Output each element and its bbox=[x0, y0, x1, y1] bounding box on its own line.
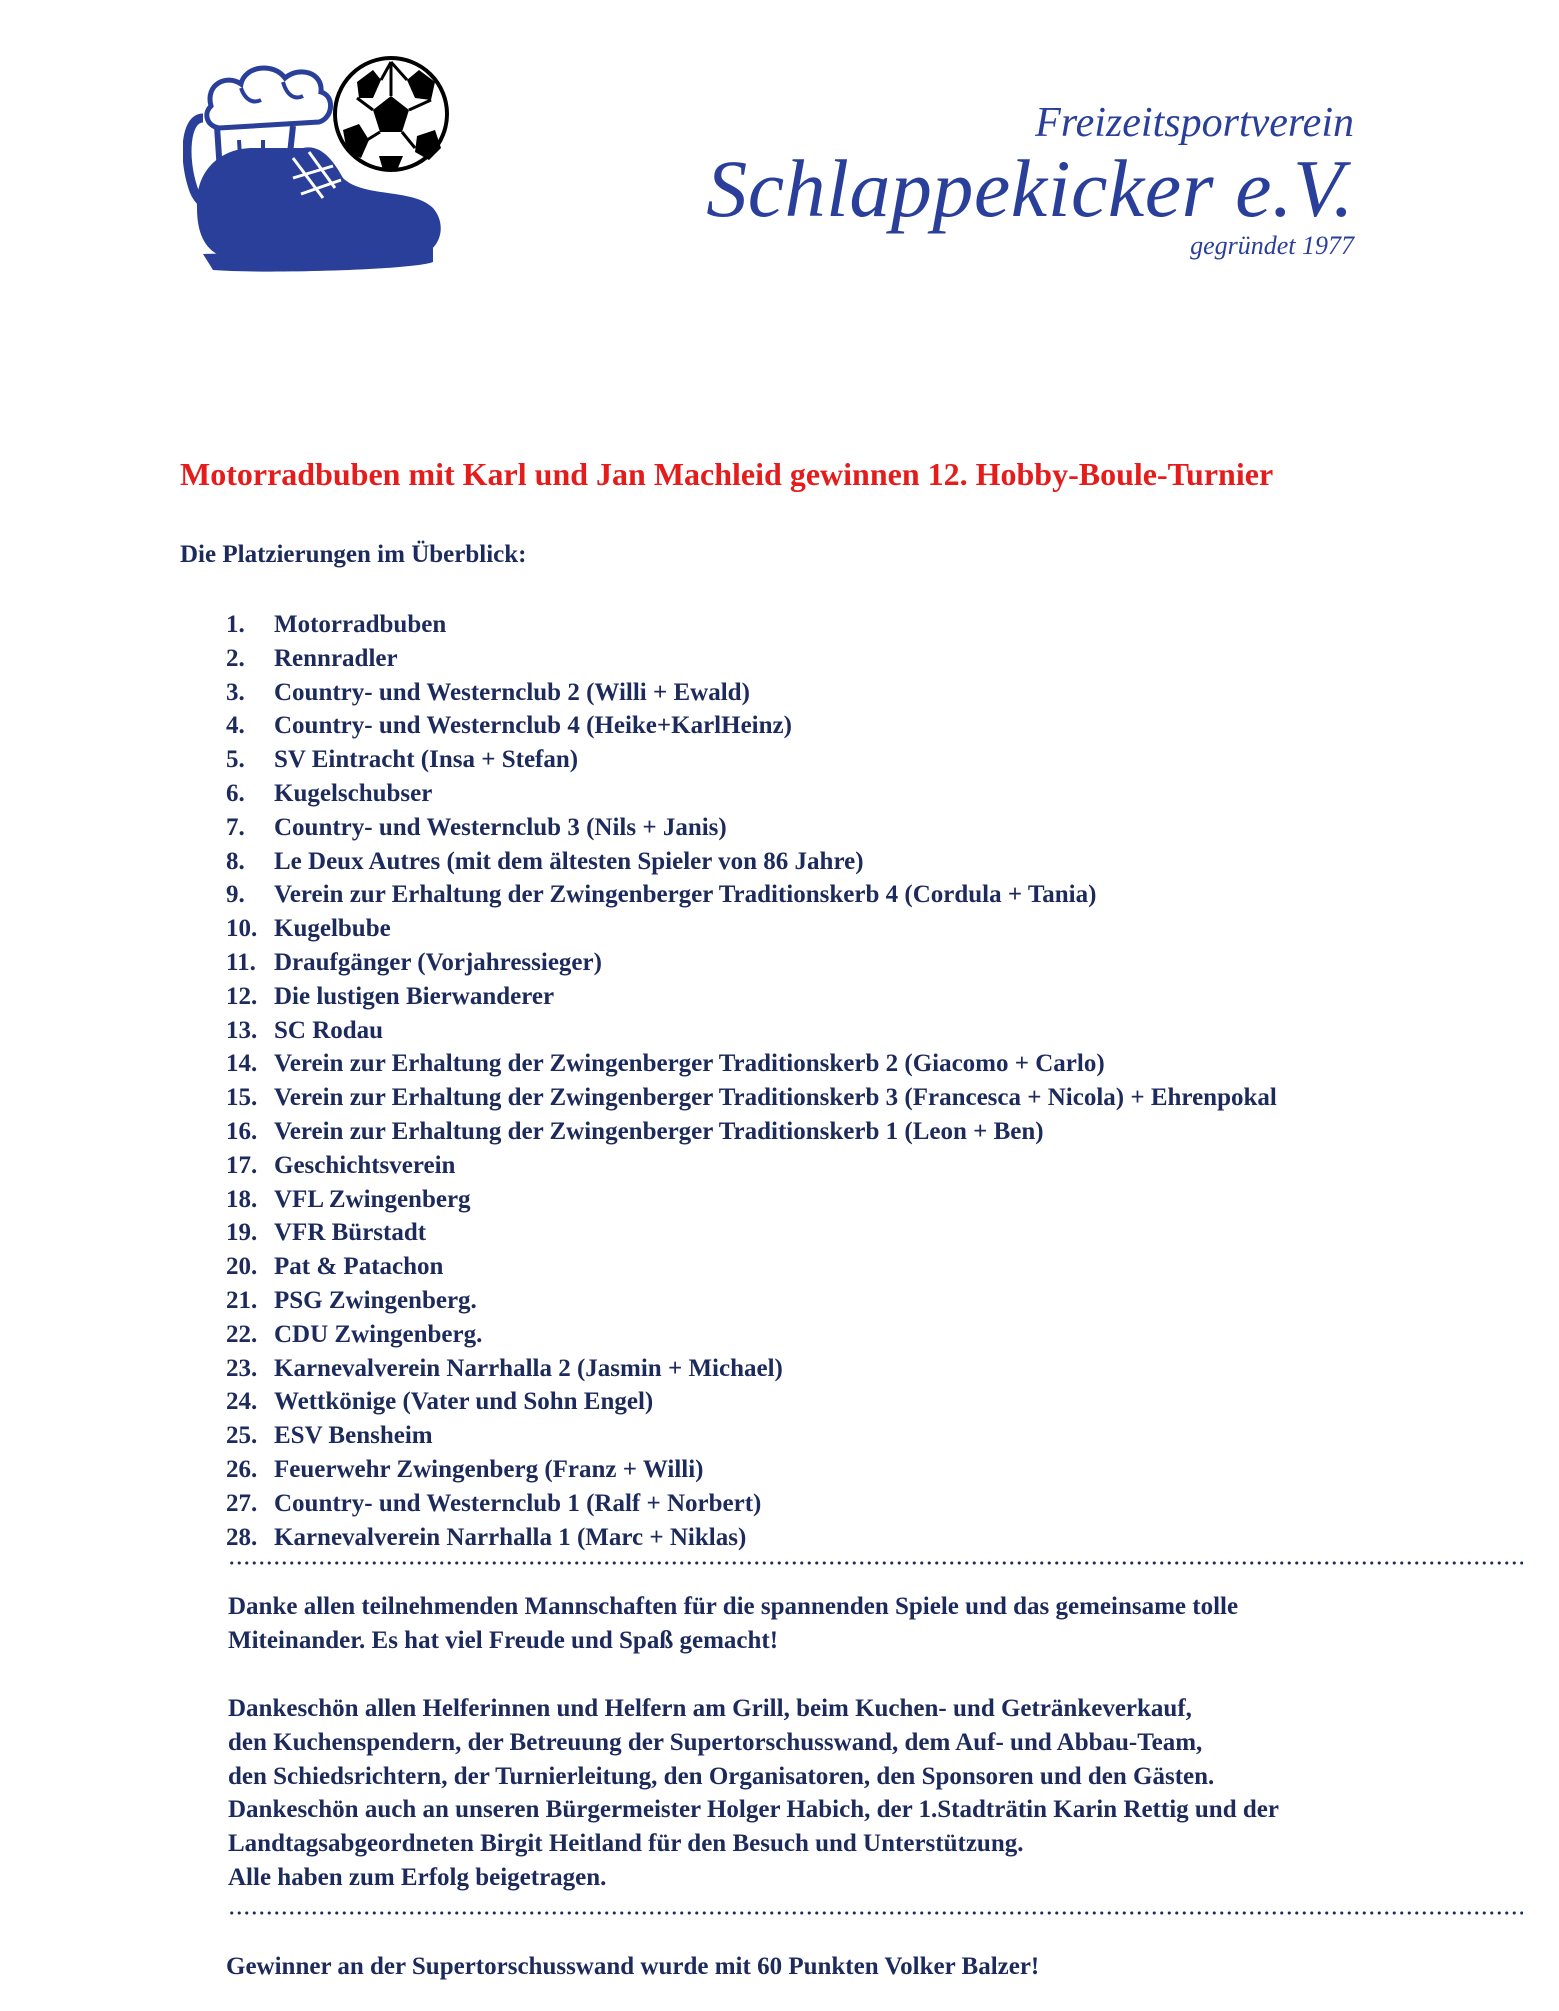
placement-team: Verein zur Erhaltung der Zwingenberger Traditionskerb 4 (Cordula + Tania) bbox=[274, 881, 1097, 909]
placement-item bbox=[226, 1487, 1277, 1521]
placement-team: Karnevalverein Narrhalla 2 (Jasmin + Michael) bbox=[274, 1354, 783, 1382]
placement-rank: 27. bbox=[226, 1489, 258, 1517]
paragraph-line: Danke allen teilnehmenden Mannschaften für die spannenden Spiele und das gemeinsame tolle bbox=[228, 1593, 1239, 1620]
overview-title: Die Platzierungen im Überblick: bbox=[180, 541, 527, 568]
paragraph-line: Miteinander. Es hat viel Freude und Spaß gemacht! bbox=[228, 1626, 779, 1654]
placement-team: Kugelschubser bbox=[274, 779, 433, 807]
placement-item bbox=[226, 1385, 1277, 1419]
placement-item bbox=[226, 1014, 1277, 1048]
placement-item bbox=[226, 1284, 1277, 1318]
winner-statement: Gewinner an der Supertorschusswand wurde mit 60 Punkten Volker Balzer! bbox=[226, 1953, 1040, 1980]
placement-item bbox=[226, 1419, 1277, 1453]
placement-rank: 19. bbox=[226, 1219, 258, 1247]
placement-item bbox=[226, 878, 1277, 912]
placement-team: Karnevalverein Narrhalla 1 (Marc + Niklas) bbox=[274, 1523, 747, 1551]
placement-item bbox=[226, 1081, 1277, 1115]
placement-team: Draufgänger (Vorjahressieger) bbox=[274, 948, 602, 976]
placement-item bbox=[226, 777, 1277, 811]
placement-item bbox=[226, 946, 1277, 980]
placement-team: VFL Zwingenberg bbox=[274, 1185, 471, 1213]
placement-rank: 13. bbox=[226, 1016, 258, 1044]
placement-rank: 6. bbox=[226, 779, 245, 807]
placement-rank: 21. bbox=[226, 1286, 258, 1314]
placement-team: Verein zur Erhaltung der Zwingenberger Traditionskerb 2 (Giacomo + Carlo) bbox=[274, 1050, 1105, 1078]
placement-rank: 3. bbox=[226, 678, 245, 706]
placement-rank: 26. bbox=[226, 1455, 258, 1483]
placement-item bbox=[226, 1521, 1277, 1555]
placement-item bbox=[226, 1115, 1277, 1149]
placement-rank: 11. bbox=[226, 948, 256, 976]
placement-rank: 7. bbox=[226, 813, 245, 841]
placement-rank: 25. bbox=[226, 1422, 258, 1450]
placement-team: Country- und Westernclub 4 (Heike+KarlHeinz) bbox=[274, 712, 792, 740]
placement-team: Le Deux Autres (mit dem ältesten Spieler von 86 Jahre) bbox=[274, 847, 864, 875]
placement-item bbox=[226, 676, 1277, 710]
placement-rank: 20. bbox=[226, 1253, 258, 1281]
placement-item bbox=[226, 912, 1277, 946]
placement-item bbox=[226, 1318, 1277, 1352]
placement-team: CDU Zwingenberg. bbox=[274, 1320, 483, 1348]
placement-rank: 23. bbox=[226, 1354, 258, 1382]
placement-rank: 22. bbox=[226, 1320, 258, 1348]
paragraph-line: Alle haben zum Erfolg beigetragen. bbox=[228, 1863, 607, 1891]
placement-team: SV Eintracht (Insa + Stefan) bbox=[274, 746, 579, 774]
club-logo-icon bbox=[183, 48, 463, 284]
placement-rank: 10. bbox=[226, 915, 258, 943]
placement-rank: 17. bbox=[226, 1151, 258, 1179]
placement-rank: 16. bbox=[226, 1117, 258, 1145]
placement-team: Country- und Westernclub 3 (Nils + Janis) bbox=[274, 813, 727, 841]
placement-rank: 12. bbox=[226, 982, 258, 1010]
org-header bbox=[706, 100, 1354, 261]
placement-rank: 2. bbox=[226, 644, 245, 672]
placement-rank: 18. bbox=[226, 1185, 258, 1213]
placement-team: Motorradbuben bbox=[274, 611, 447, 638]
org-name: Schlappekicker e.V. bbox=[706, 143, 1354, 235]
placement-item bbox=[226, 642, 1277, 676]
placement-team: Kugelbube bbox=[274, 915, 391, 943]
placement-item bbox=[226, 811, 1277, 845]
paragraph-line: Dankeschön auch an unseren Bürgermeister Holger Habich, der 1.Stadträtin Karin Rettig und der bbox=[228, 1796, 1279, 1824]
paragraph-line: Dankeschön allen Helferinnen und Helfern am Grill, beim Kuchen- und Getränkeverkauf, bbox=[228, 1695, 1192, 1722]
placement-item bbox=[226, 1250, 1277, 1284]
placement-team: Verein zur Erhaltung der Zwingenberger Traditionskerb 3 (Francesca + Nicola) + Ehrenpokal bbox=[274, 1084, 1277, 1112]
placement-item bbox=[226, 1216, 1277, 1250]
placement-item bbox=[226, 1352, 1277, 1386]
placement-rank: 4. bbox=[226, 712, 245, 740]
headline: Motorradbuben mit Karl und Jan Machleid gewinnen 12. Hobby-Boule-Turnier bbox=[180, 456, 1274, 492]
placement-team: Feuerwehr Zwingenberg (Franz + Willi) bbox=[274, 1455, 704, 1483]
placement-rank: 9. bbox=[226, 881, 245, 909]
paragraph-line: den Kuchenspendern, der Betreuung der Supertorschusswand, dem Auf- und Abbau-Team, bbox=[228, 1728, 1203, 1756]
placement-team: Pat & Patachon bbox=[274, 1253, 444, 1281]
placement-rank: 8. bbox=[226, 847, 245, 875]
org-founded: gegründet 1977 bbox=[1190, 231, 1354, 261]
placement-item bbox=[226, 1183, 1277, 1217]
placement-rank: 14. bbox=[226, 1050, 258, 1078]
placement-item bbox=[226, 709, 1277, 743]
placement-item bbox=[226, 1149, 1277, 1183]
placement-team: Wettkönige (Vater und Sohn Engel) bbox=[274, 1388, 654, 1416]
paragraph-line: den Schiedsrichtern, der Turnierleitung, den Organisatoren, den Sponsoren und den Gästen. bbox=[228, 1762, 1215, 1790]
placement-team: PSG Zwingenberg. bbox=[274, 1286, 477, 1314]
placement-item bbox=[226, 845, 1277, 879]
placement-item bbox=[226, 608, 1277, 642]
placement-rank: 24. bbox=[226, 1388, 258, 1416]
placement-item bbox=[226, 1453, 1277, 1487]
placement-item bbox=[226, 980, 1277, 1014]
placement-team: Verein zur Erhaltung der Zwingenberger Traditionskerb 1 (Leon + Ben) bbox=[274, 1117, 1044, 1145]
placement-rank: 5. bbox=[226, 746, 245, 774]
placement-team: Country- und Westernclub 2 (Willi + Ewald) bbox=[274, 678, 750, 706]
placement-rank: 15. bbox=[226, 1084, 258, 1112]
placement-item bbox=[226, 1047, 1277, 1081]
placement-team: Country- und Westernclub 1 (Ralf + Norbert) bbox=[274, 1489, 762, 1517]
placements-list bbox=[226, 608, 1277, 1554]
thanks-teams-paragraph bbox=[228, 1590, 1238, 1658]
placement-team: Rennradler bbox=[274, 644, 398, 672]
placement-team: Die lustigen Bierwanderer bbox=[274, 982, 555, 1010]
placement-item bbox=[226, 743, 1277, 777]
placement-team: Geschichtsverein bbox=[274, 1151, 456, 1179]
dotted-divider bbox=[228, 1910, 1523, 1916]
placement-rank: 1. bbox=[226, 611, 245, 638]
placement-team: VFR Bürstadt bbox=[274, 1219, 427, 1247]
org-subtitle: Freizeitsportverein bbox=[1035, 100, 1354, 146]
placement-team: SC Rodau bbox=[274, 1016, 384, 1044]
paragraph-line: Landtagsabgeordneten Birgit Heitland für den Besuch und Unterstützung. bbox=[228, 1830, 1024, 1858]
dotted-divider bbox=[228, 1560, 1523, 1566]
placement-rank: 28. bbox=[226, 1523, 258, 1551]
placement-team: ESV Bensheim bbox=[274, 1422, 433, 1450]
thanks-helpers-paragraph bbox=[228, 1692, 1279, 1895]
